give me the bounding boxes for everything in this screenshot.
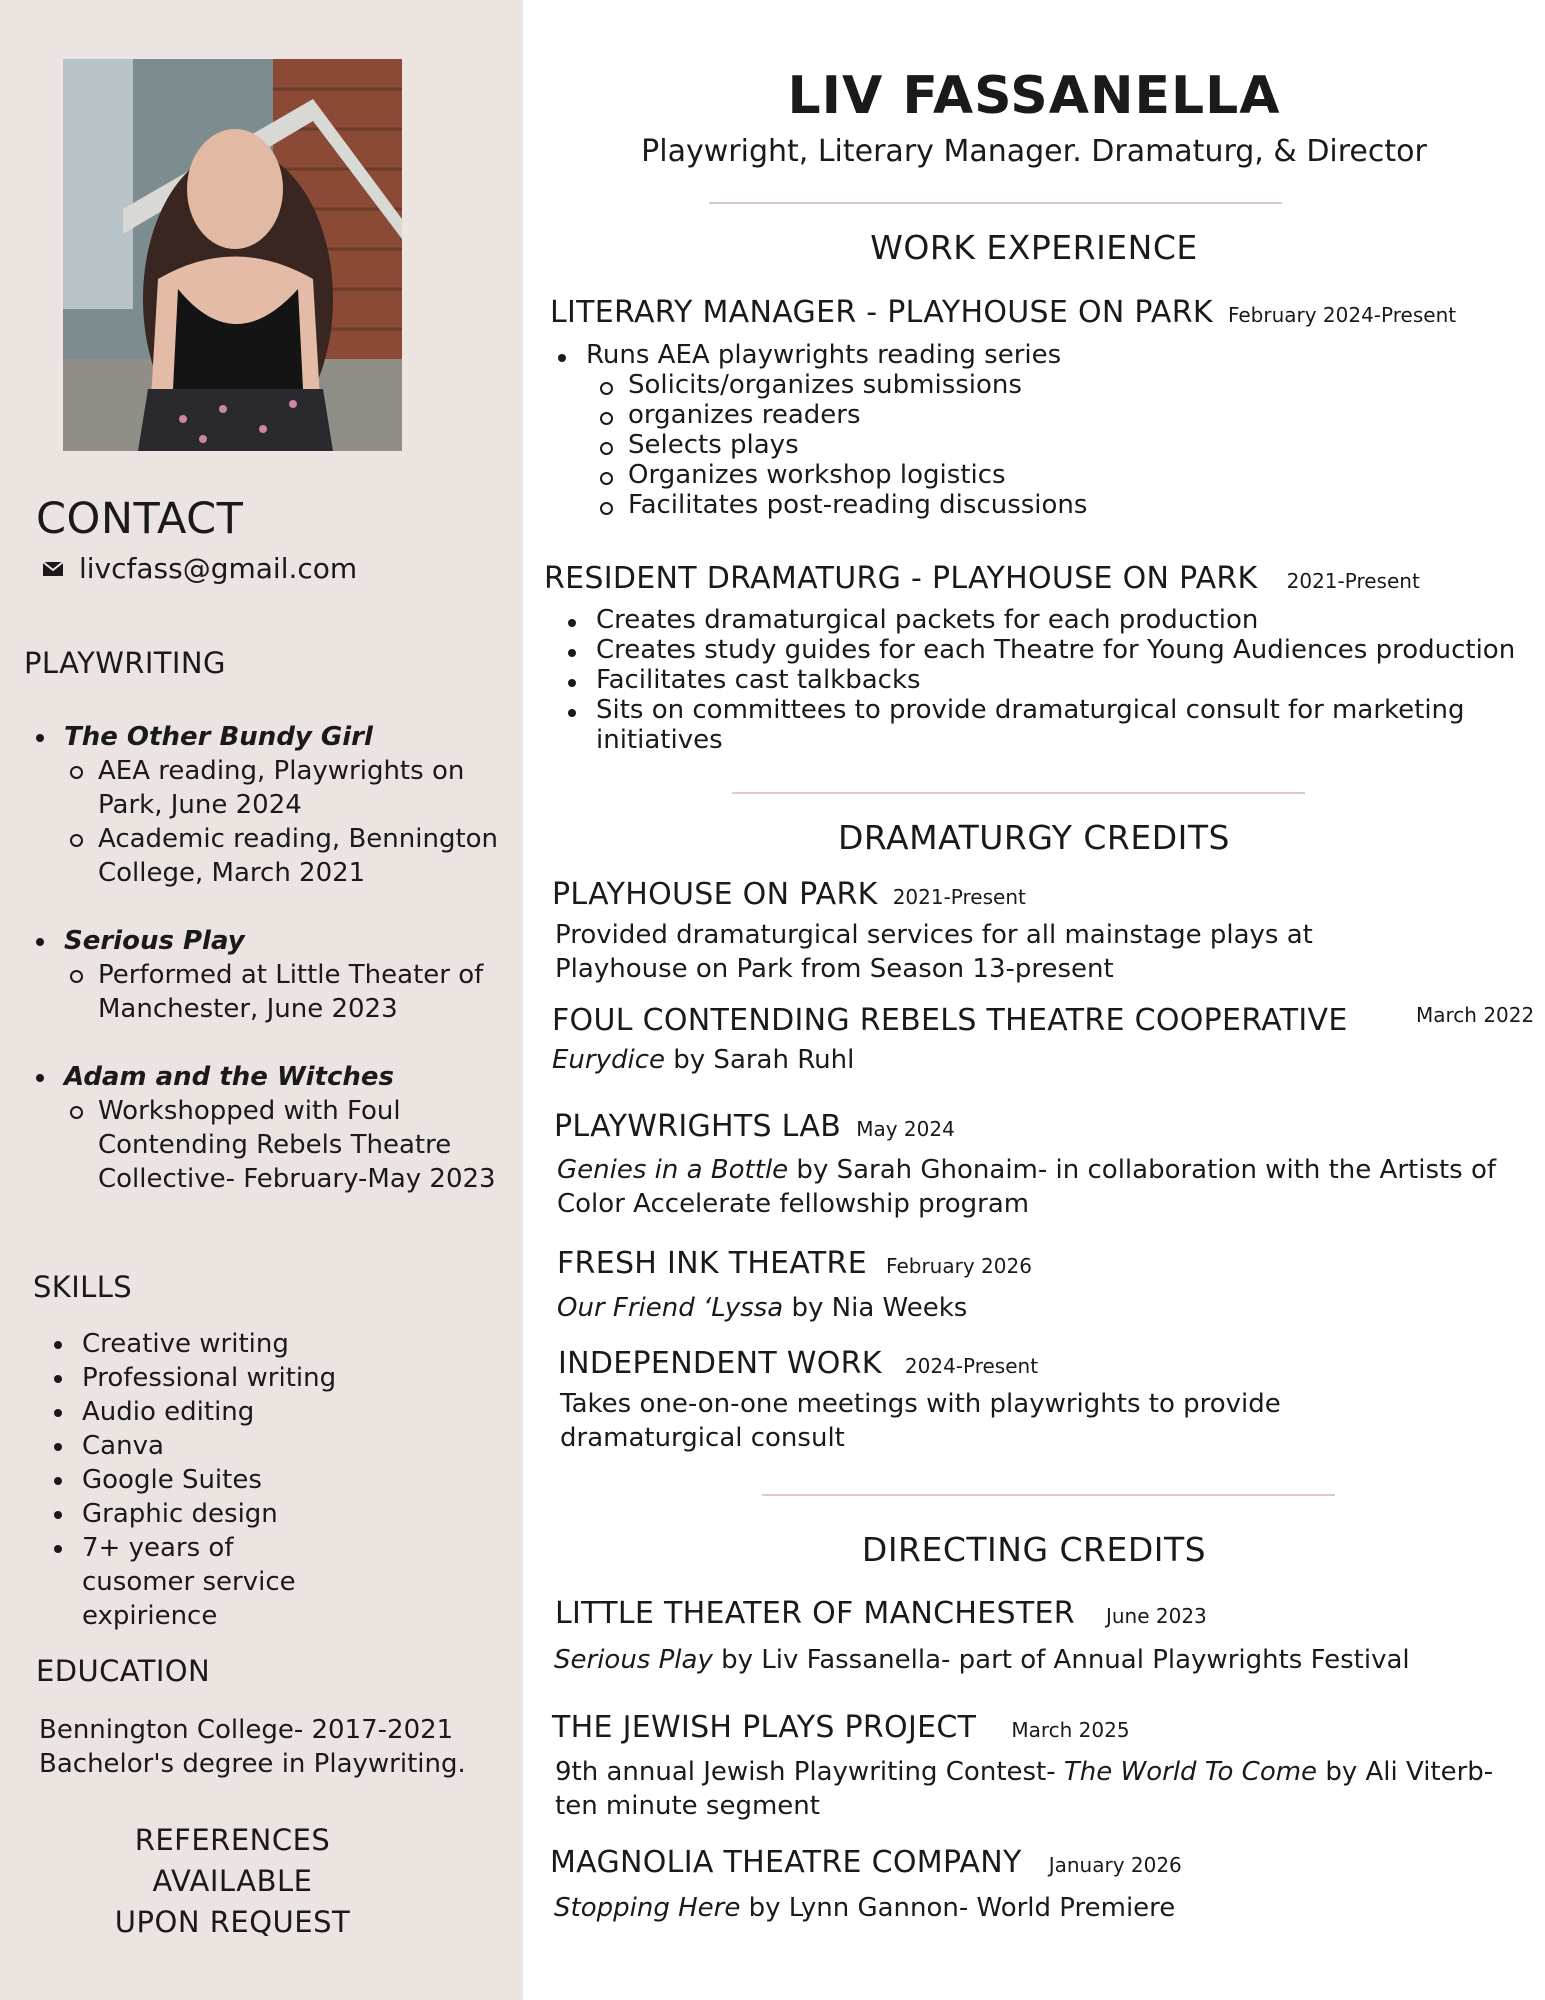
work-title: Genies in a Bottle — [557, 1155, 789, 1185]
credit-description — [557, 1153, 1497, 1221]
credit-entry — [552, 1710, 1130, 1745]
credit-description — [555, 1755, 1515, 1823]
job-title: RESIDENT DRAMATURG - PLAYHOUSE ON PARK — [544, 561, 1258, 596]
education-heading: EDUCATION — [36, 1654, 211, 1688]
skills-heading: SKILLS — [33, 1270, 133, 1304]
list-item: Google Suites — [48, 1463, 338, 1497]
email-row — [43, 552, 357, 586]
description-text: by Liv Fassanella- part of Annual Playwrights Festival — [712, 1645, 1410, 1675]
credit-entry — [550, 1845, 1182, 1880]
education-details — [39, 1713, 466, 1781]
list-item: Sits on committees to provide dramaturgical consult for marketing initiatives — [562, 695, 1522, 755]
sidebar — [0, 0, 523, 2000]
list-item: Workshopped with Foul Contending Rebels Theatre Collective- February-May 2023 — [64, 1094, 500, 1196]
credit-date: January 2026 — [1048, 1853, 1182, 1877]
list-item: Creates dramaturgical packets for each production — [562, 605, 1522, 635]
playwriting-list — [30, 720, 500, 1196]
credit-date: 2021-Present — [892, 885, 1026, 909]
credit-entry — [552, 1003, 1545, 1038]
references-line: REFERENCES — [134, 1823, 331, 1857]
credit-entry — [557, 1246, 1032, 1281]
candidate-name: LIV FASSANELLA — [787, 66, 1281, 126]
divider — [709, 202, 1282, 204]
job-entry — [550, 295, 1456, 330]
list-item: organizes readers — [594, 400, 1452, 430]
skills-list — [48, 1327, 338, 1633]
list-item: Professional writing — [48, 1361, 338, 1395]
description-text: Provided dramaturgical services for all mainstage plays at Playhouse on Park from Season 13-present — [555, 920, 1313, 984]
credit-entry — [552, 877, 1026, 912]
description-text: by Ali Viterb-ten minute segment — [555, 1757, 1494, 1821]
list-item: Audio editing — [48, 1395, 338, 1429]
list-item: 7+ years of cusomer service expirience — [48, 1531, 338, 1633]
credit-date: 2024-Present — [904, 1354, 1039, 1378]
credit-description — [555, 918, 1435, 986]
play-title: The Other Bundy Girl — [64, 722, 373, 752]
credit-date: February 2026 — [886, 1254, 1032, 1278]
envelope-icon — [43, 562, 63, 576]
credit-date: May 2024 — [856, 1117, 955, 1141]
list-item: Solicits/organizes submissions — [594, 370, 1452, 400]
credit-entry — [558, 1346, 1038, 1381]
education-line: Bennington College- 2017-2021 — [39, 1715, 454, 1745]
work-title: Stopping Here — [554, 1893, 741, 1923]
work-title: The World To Come — [1063, 1757, 1318, 1787]
credit-entry — [554, 1109, 955, 1144]
play-title: Adam and the Witches — [64, 1062, 395, 1092]
list-item: Canva — [48, 1429, 338, 1463]
main-content — [523, 0, 1545, 2000]
description-text: by Lynn Gannon- World Premiere — [740, 1893, 1176, 1923]
dramaturgy-heading: DRAMATURGY CREDITS — [838, 818, 1230, 857]
credit-date: March 2025 — [1011, 1718, 1130, 1742]
job-date: February 2024-Present — [1227, 303, 1457, 327]
credit-entry — [555, 1596, 1207, 1631]
list-item — [30, 1060, 500, 1196]
list-item: Graphic design — [48, 1497, 338, 1531]
description-text: Takes one-on-one meetings with playwrights to provide dramaturgical consult — [560, 1389, 1281, 1453]
credit-description — [554, 1643, 1514, 1677]
credit-org: MAGNOLIA THEATRE COMPANY — [550, 1845, 1022, 1880]
list-item: Facilitates post-reading discussions — [594, 490, 1452, 520]
list-item: Organizes workshop logistics — [594, 460, 1452, 490]
credit-org: FRESH INK THEATRE — [557, 1246, 867, 1281]
credit-org: PLAYHOUSE ON PARK — [552, 877, 878, 912]
references-note — [60, 1820, 405, 1943]
description-text: by Sarah Ruhl — [665, 1045, 855, 1075]
divider — [732, 792, 1305, 794]
credit-description — [557, 1291, 1457, 1325]
job-duties — [552, 340, 1452, 520]
profile-photo — [63, 59, 402, 451]
list-item: Performed at Little Theater of Manchester, June 2023 — [64, 958, 500, 1026]
list-item: Creative writing — [48, 1327, 338, 1361]
credit-description — [560, 1387, 1300, 1455]
list-item: Academic reading, Bennington College, March 2021 — [64, 822, 500, 890]
list-item: AEA reading, Playwrights on Park, June 2024 — [64, 754, 500, 822]
references-line: UPON REQUEST — [114, 1905, 351, 1939]
credit-org: PLAYWRIGHTS LAB — [554, 1109, 842, 1144]
education-line: Bachelor's degree in Playwriting. — [39, 1749, 466, 1779]
work-title: Our Friend ‘Lyssa — [557, 1293, 784, 1323]
credit-description — [552, 1043, 1452, 1077]
list-item: Creates study guides for each Theatre for Young Audiences production — [562, 635, 1522, 665]
job-title: LITERARY MANAGER - PLAYHOUSE ON PARK — [550, 295, 1213, 330]
play-title: Serious Play — [64, 926, 245, 956]
work-title: Eurydice — [552, 1045, 666, 1075]
credit-org: LITTLE THEATER OF MANCHESTER — [555, 1596, 1075, 1631]
job-duties — [562, 605, 1522, 755]
credit-date: June 2023 — [1105, 1604, 1207, 1628]
credit-date: March 2022 — [1416, 1003, 1535, 1027]
list-item: Selects plays — [594, 430, 1452, 460]
email-link[interactable]: livcfass@gmail.com — [79, 552, 358, 585]
portrait-image — [63, 59, 402, 451]
description-text: by Nia Weeks — [783, 1293, 968, 1323]
description-text: 9th annual Jewish Playwriting Contest- — [555, 1757, 1064, 1787]
work-experience-heading: WORK EXPERIENCE — [870, 228, 1198, 267]
credit-org: FOUL CONTENDING REBELS THEATRE COOPERATIVE — [552, 1003, 1348, 1038]
contact-heading: CONTACT — [36, 494, 244, 544]
credit-org: INDEPENDENT WORK — [558, 1346, 882, 1381]
directing-heading: DIRECTING CREDITS — [861, 1530, 1207, 1569]
duty-text: Runs AEA playwrights reading series — [586, 340, 1062, 370]
job-date: 2021-Present — [1286, 569, 1420, 593]
credit-description — [554, 1891, 1514, 1925]
candidate-subtitle: Playwright, Literary Manager. Dramaturg, & Director — [641, 134, 1427, 169]
list-item — [30, 924, 500, 1026]
credit-org: THE JEWISH PLAYS PROJECT — [552, 1710, 977, 1745]
list-item — [552, 340, 1452, 520]
list-item — [30, 720, 500, 890]
references-line: AVAILABLE — [152, 1864, 313, 1898]
list-item: Facilitates cast talkbacks — [562, 665, 1522, 695]
job-entry — [544, 561, 1420, 596]
divider — [762, 1494, 1335, 1496]
playwriting-heading: PLAYWRITING — [24, 646, 226, 680]
work-title: Serious Play — [554, 1645, 713, 1675]
description-text: by Sarah Ghonaim- in collaboration with the Artists of Color Accelerate fellowship program — [557, 1155, 1497, 1219]
